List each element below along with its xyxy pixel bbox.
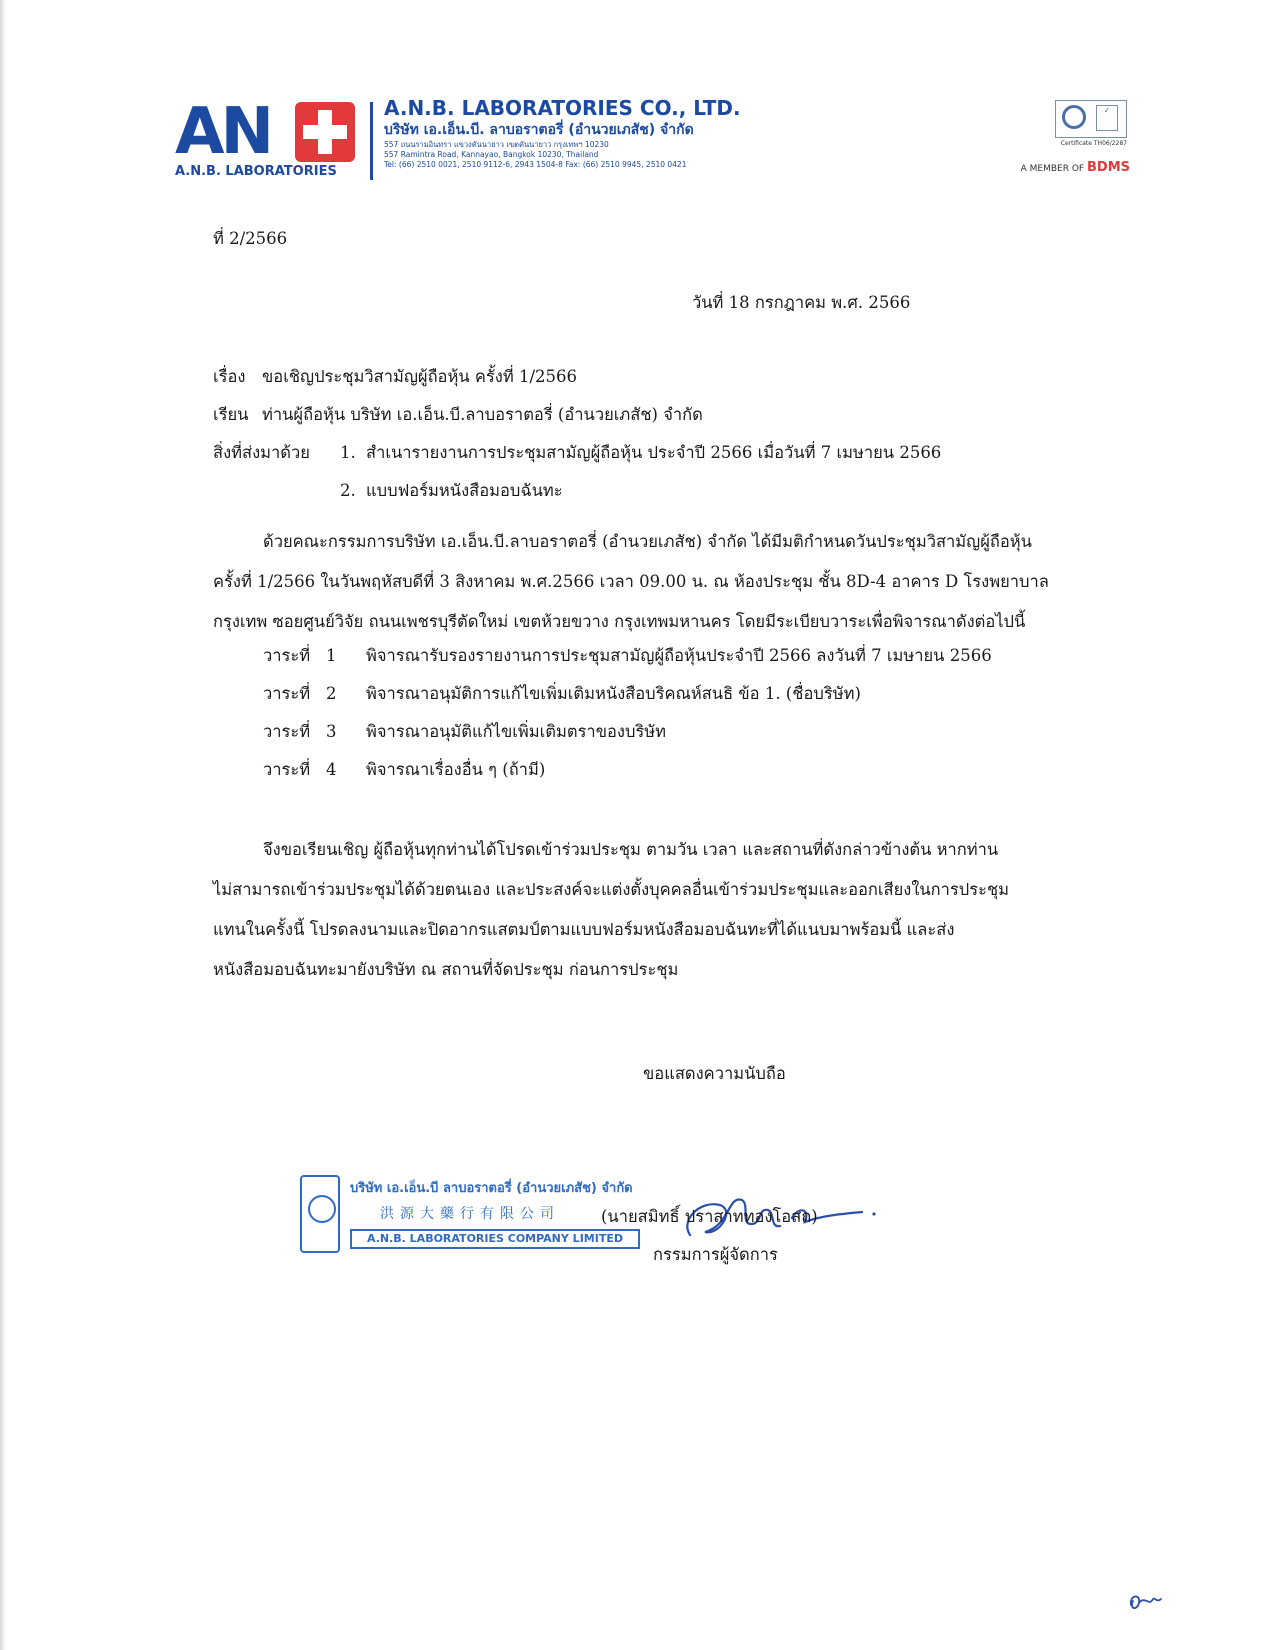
paragraph-line: กรุงเทพ ซอยศูนย์วิจัย ถนนเพชรบุรีตัดใหม่ เขตห้วยขวาง กรุงเทพมหานคร โดยมีระเบียบวาระเพื่อพิจารณาดังต่อไปนี้ <box>213 612 1026 631</box>
paragraph-line: ด้วยคณะกรรมการบริษัท เอ.เอ็น.บี.ลาบอราตอรี่ (อำนวยเภสัช) จำกัด ได้มีมติกำหนดวันประชุมวิสามัญผู้ถือหุ้น <box>263 532 1032 551</box>
bdms-logo: BDMS <box>1087 160 1130 175</box>
agenda-number: 3 <box>326 722 337 741</box>
to-text: ท่านผู้ถือหุ้น บริษัท เอ.เอ็น.บี.ลาบอราตอรี่ (อำนวยเภสัช) จำกัด <box>262 405 703 424</box>
closing-phrase: ขอแสดงความนับถือ <box>643 1064 786 1083</box>
certificate-code: Certificate TH06/2287 <box>1060 140 1127 147</box>
page-edge-shadow <box>0 0 6 1650</box>
stamp-emblem-icon <box>300 1175 340 1253</box>
red-cross-icon <box>295 102 355 162</box>
stamp-line-th: บริษัท เอ.เอ็น.บี ลาบอราตอรี่ (อำนวยเภสัช) จำกัด <box>350 1181 633 1196</box>
agenda-label: วาระที่ <box>263 646 311 665</box>
company-name-th: บริษัท เอ.เอ็น.บี. ลาบอราตอรี่ (อำนวยเภสัช) จำกัด <box>384 122 694 138</box>
agenda-label: วาระที่ <box>263 760 311 779</box>
enclosure-item: แบบฟอร์มหนังสือมอบฉันทะ <box>366 481 563 500</box>
paragraph-line: ครั้งที่ 1/2566 ในวันพฤหัสบดีที่ 3 สิงหาคม พ.ศ.2566 เวลา 09.00 น. ณ ห้องประชุม ชั้น 8D-4 อาคาร D โรงพยาบาล <box>213 572 1049 591</box>
to-label: เรียน <box>213 405 249 424</box>
agenda-label: วาระที่ <box>263 684 311 703</box>
agenda-item: พิจารณาอนุมัติแก้ไขเพิ่มเติมตราของบริษัท <box>366 722 667 741</box>
initial-mark <box>1125 1585 1165 1615</box>
company-stamp <box>300 1175 640 1257</box>
agenda-number: 4 <box>326 760 337 779</box>
stamp-line-en: A.N.B. LABORATORIES COMPANY LIMITED <box>350 1229 640 1249</box>
enclosure-number: 1. <box>340 443 356 462</box>
address-th: 557 ถนนรามอินทรา แขวงคันนายาว เขตคันนายาว กรุงเทพฯ 10230 <box>384 140 609 149</box>
intro-paragraph <box>213 522 1049 642</box>
member-of-bdms <box>960 160 1130 175</box>
agenda-number: 1 <box>326 646 337 665</box>
stamp-line-cn: 洪源大藥行有限公司 <box>380 1206 560 1222</box>
signer-name: (นายสมิทธิ์ ปราสาททองโอสถ) <box>601 1207 818 1226</box>
agenda-item: พิจารณารับรองรายงานการประชุมสามัญผู้ถือหุ้นประจำปี 2566 ลงวันที่ 7 เมษายน 2566 <box>366 646 992 665</box>
address-en: 557 Ramintra Road, Kannayao, Bangkok 10230, Thailand <box>384 150 599 159</box>
doc-date: วันที่ 18 กรกฎาคม พ.ศ. 2566 <box>692 293 911 312</box>
agenda-item: พิจารณาเรื่องอื่น ๆ (ถ้ามี) <box>366 760 546 779</box>
enclosure-label: สิ่งที่ส่งมาด้วย <box>213 443 310 462</box>
company-name-en: A.N.B. LABORATORIES CO., LTD. <box>384 96 741 120</box>
iso-badge-icon <box>1062 105 1086 129</box>
enclosure-number: 2. <box>340 481 356 500</box>
contact-tel: Tel: (66) 2510 0021, 2510 9112-6, 2943 1504-8 Fax: (66) 2510 9945, 2510 0421 <box>384 160 687 169</box>
paragraph-line: แทนในครั้งนี้ โปรดลงนามและปิดอากรแสตมป์ตามแบบฟอร์มหนังสือมอบฉันทะที่ได้แนบมาพร้อมนี้ และส่ง <box>213 920 955 939</box>
company-logo <box>175 95 370 180</box>
paragraph-line: จึงขอเรียนเชิญ ผู้ถือหุ้นทุกท่านได้โปรดเข้าร่วมประชุม ตามวัน เวลา และสถานที่ดังกล่าวข้างต้น หากท่าน <box>263 840 999 859</box>
doc-reference: ที่ 2/2566 <box>213 229 288 248</box>
tis-badge-icon: ✓ <box>1096 105 1118 131</box>
invitation-paragraph <box>213 830 1009 990</box>
letterhead-divider <box>370 102 373 180</box>
agenda-item: พิจารณาอนุมัติการแก้ไขเพิ่มเติมหนังสือบริคณห์สนธิ ข้อ 1. (ชื่อบริษัท) <box>366 684 861 703</box>
agenda-label: วาระที่ <box>263 722 311 741</box>
agenda-number: 2 <box>326 684 337 703</box>
company-info <box>384 96 804 170</box>
enclosure-item: สำเนารายงานการประชุมสามัญผู้ถือหุ้น ประจำปี 2566 เมื่อวันที่ 7 เมษายน 2566 <box>366 443 942 462</box>
logo-subtitle: A.N.B. LABORATORIES <box>175 164 337 179</box>
paragraph-line: หนังสือมอบฉันทะมายังบริษัท ณ สถานที่จัดประชุม ก่อนการประชุม <box>213 960 679 979</box>
logo-text: AN <box>175 95 271 169</box>
certification-badge <box>1055 100 1127 138</box>
paragraph-line: ไม่สามารถเข้าร่วมประชุมได้ด้วยตนเอง และประสงค์จะแต่งตั้งบุคคลอื่นเข้าร่วมประชุมและออกเสียงในการประชุม <box>213 880 1010 899</box>
member-prefix: A MEMBER OF <box>1020 164 1085 174</box>
signer-title: กรรมการผู้จัดการ <box>653 1245 778 1264</box>
subject-label: เรื่อง <box>213 367 246 386</box>
subject-text: ขอเชิญประชุมวิสามัญผู้ถือหุ้น ครั้งที่ 1/2566 <box>262 367 577 386</box>
